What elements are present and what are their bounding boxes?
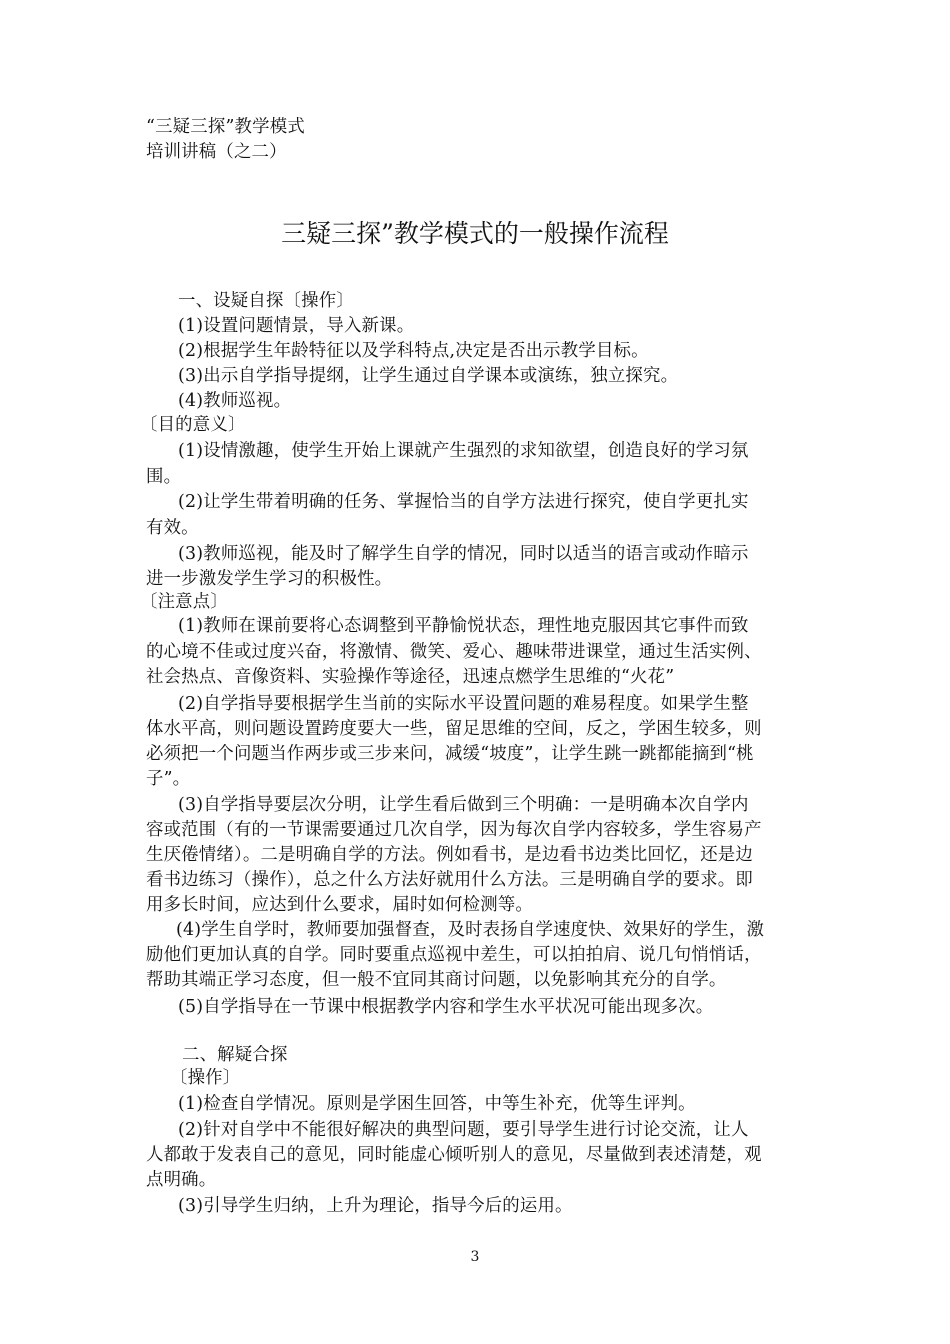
paragraph-line: (1)检查自学情况。原则是学困生回答，中等生补充，优等生评判。 <box>178 1094 696 1114</box>
paragraph-line: 围。 <box>146 467 182 487</box>
paragraph-line: (1)设情激趣，使学生开始上课就产生强烈的求知欲望，创造良好的学习氛 <box>178 441 749 461</box>
subsection-label: 〔注意点〕 <box>140 592 228 612</box>
paragraph-line: (2)自学指导要根据学生当前的实际水平设置问题的难易程度。如果学生整 <box>178 694 749 714</box>
paragraph-line: 进一步激发学生学习的积极性。 <box>146 569 393 589</box>
paragraph-line: 人都敢于发表自己的意见，同时能虚心倾听别人的意见，尽量做到表述清楚，观 <box>146 1145 762 1165</box>
paragraph-line: (3)自学指导要层次分明，让学生看后做到三个明确：一是明确本次自学内 <box>178 795 749 815</box>
subsection-label: 〔目的意义〕 <box>140 415 246 435</box>
paragraph-line: 子”。 <box>146 769 191 789</box>
paragraph-line: 看书边练习（操作），总之什么方法好就用什么方法。三是明确自学的要求。即 <box>146 870 753 890</box>
paragraph-line: (1)设置问题情景，导入新课。 <box>178 316 415 336</box>
paragraph-line: (2)根据学生年龄特征以及学科特点,决定是否出示教学目标。 <box>178 341 649 361</box>
paragraph-line: (2)针对自学中不能很好解决的典型问题，要引导学生进行讨论交流，让人 <box>178 1120 749 1140</box>
paragraph-line: 点明确。 <box>146 1170 217 1190</box>
paragraph-line: 励他们更加认真的自学。同时要重点巡视中差生，可以拍拍肩、说几句悄悄话， <box>146 945 762 965</box>
paragraph-line: 用多长时间，应达到什么要求，届时如何检测等。 <box>146 895 533 915</box>
paragraph-line: 体水平高，则问题设置跨度要大一些，留足思维的空间，反之，学困生较多，则 <box>146 719 762 739</box>
paragraph-line: (4)学生自学时，教师要加强督查，及时表扬自学速度快、效果好的学生，激 <box>176 920 765 940</box>
paragraph-line: (1)教师在课前要将心态调整到平静愉悦状态，理性地克服因其它事件而致 <box>178 616 749 636</box>
paragraph-line: (5)自学指导在一节课中根据教学内容和学生水平状况可能出现多次。 <box>178 997 714 1017</box>
paragraph-line: 容或范围（有的一节课需要通过几次自学，因为每次自学内容较多，学生容易产 <box>146 820 762 840</box>
subsection-label: 〔操作〕 <box>170 1068 241 1088</box>
paragraph-line: (2)让学生带着明确的任务、掌握恰当的自学方法进行探究，使自学更扎实 <box>178 492 749 512</box>
paragraph-line: 帮助其端正学习态度，但一般不宜同其商讨问题，以免影响其充分的自学。 <box>146 970 727 990</box>
paragraph-line: (3)教师巡视，能及时了解学生自学的情况，同时以适当的语言或动作暗示 <box>178 544 749 564</box>
paragraph-line: 有效。 <box>146 518 199 538</box>
header-line-2: 培训讲稿（之二） <box>146 142 287 162</box>
paragraph-line: (4)教师巡视。 <box>178 391 292 411</box>
section-heading: 二、解疑合探 <box>182 1045 288 1065</box>
paragraph-line: (3)引导学生归纳，上升为理论，指导今后的运用。 <box>178 1196 573 1216</box>
paragraph-line: 的心境不佳或过度兴奋，将激情、微笑、爱心、趣味带进课堂，通过生活实例、 <box>146 642 762 662</box>
paragraph-line: (3)出示自学指导提纲，让学生通过自学课本或演练，独立探究。 <box>178 366 679 386</box>
paragraph-line: 社会热点、音像资料、实验操作等途径，迅速点燃学生思维的“火花” <box>146 667 675 687</box>
page-number: 3 <box>470 1249 480 1265</box>
section-heading: 一、设疑自探〔操作〕 <box>178 291 354 311</box>
paragraph-line: 生厌倦情绪）。二是明确自学的方法。例如看书，是边看书边类比回忆，还是边 <box>146 845 753 865</box>
paragraph-line: 必须把一个问题当作两步或三步来问，减缓“坡度”，让学生跳一跳都能摘到“桃 <box>146 744 754 764</box>
document-title: 三疑三探”教学模式的一般操作流程 <box>281 219 669 248</box>
header-line-1: “三疑三探”教学模式 <box>146 117 305 137</box>
